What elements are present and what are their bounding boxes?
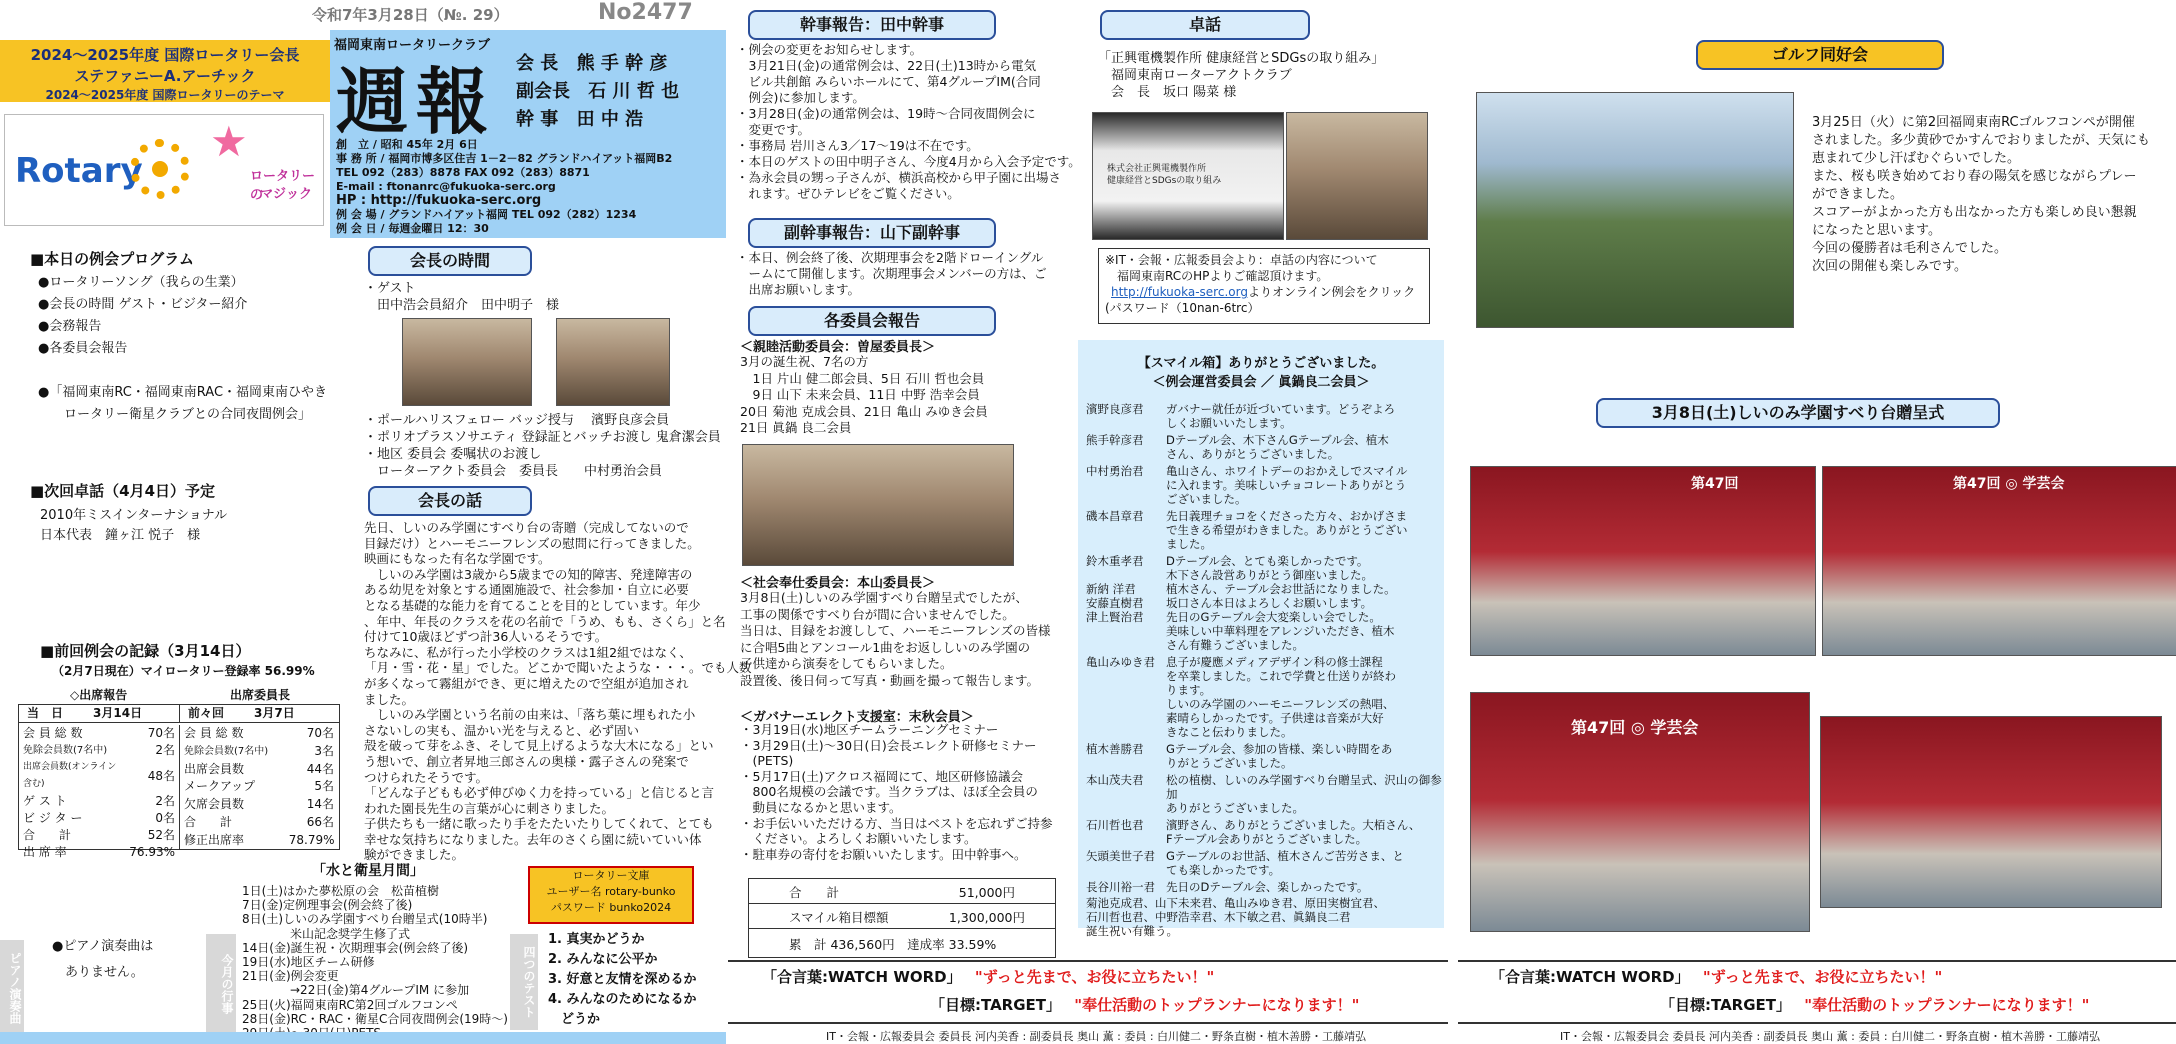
guest-photo-1 — [402, 318, 532, 406]
date-line: 令和7年3月28日（№. 29） — [312, 6, 509, 24]
middle-rule-bottom — [728, 1022, 1448, 1024]
officer-name: 熊 手 幹 彦 — [576, 53, 668, 74]
birthday-photo — [742, 444, 1014, 566]
info-line: 例 会 日 / 毎週金曜日 12：30 — [336, 222, 489, 235]
right-editors: IT・会報・広報委員会 委員長 河内美香 : 副委員長 奥山 薫 : 委員 : 白川健二・野条直樹・植木善勝・工藤靖弘 — [1560, 1030, 2101, 1043]
ceremony-photo-4 — [1820, 716, 2162, 908]
table-row: ゲ ス ト 2名 — [23, 794, 175, 808]
list-item: 安藤直樹君 坂口さん本日はよろしくお願いします。 — [1086, 596, 1373, 610]
title-char-2: 報 — [416, 59, 489, 144]
program-joint: ●「福岡東南RC・福岡東南RAC・福岡東南ひやき ロータリー衛星クラブとの合同夜間例会」 — [38, 385, 328, 422]
library-user: ユーザー名 rotary-bunko — [546, 885, 676, 898]
banner-text: 第47回 ◎ 学芸会 — [1953, 476, 2065, 492]
middle-motto — [762, 966, 1214, 987]
magic-text-1: ロータリーの — [250, 169, 316, 203]
speech-body: 「正興電機製作所 健康経営とSDGsの取り組み」 福岡東南ローターアクトクラブ 会 長 坂口 陽菜 様 — [1098, 51, 1385, 100]
next-talk-line-2: 日本代表 鐘ヶ江 悦子 様 — [40, 528, 201, 543]
table-head-prev: 前々回 3月7日 — [179, 705, 340, 723]
club-name: 福岡東南ロータリークラブ — [334, 38, 491, 53]
banner-text: 第47回 ◎ 学芸会 — [1571, 718, 1699, 737]
vice-secretary-heading: 副幹事報告：山下副幹事 — [748, 218, 996, 248]
table-row: 免除会員数(7名中) 3名 — [184, 744, 334, 759]
president-line-3: 2024～2025年度 国際ロータリーのテーマ — [45, 88, 285, 102]
table-row: 修正出席率 78.79% — [184, 832, 335, 847]
middle-target — [930, 994, 1359, 1015]
target-text: "奉仕活動のトップランナーになります！" — [1804, 996, 2090, 1014]
speech-slide-photo — [1092, 112, 1284, 240]
info-line: TEL 092（283）8878 FAX 092（283）8871 — [336, 166, 590, 179]
title-char-1: 週 — [336, 59, 409, 144]
table-head-today: 当 日 3月14日 — [19, 705, 179, 723]
table-row: 出席会員数 44名 — [184, 761, 334, 776]
test-item: 1. 真実かどうか — [548, 932, 645, 947]
makeup-rate: （2月7日現在）マイロータリー登録率 56.99% — [52, 664, 315, 678]
info-line: 創 立 / 昭和 45年 2月 6日 — [336, 138, 478, 151]
president-talk-body: 先日、しいのみ学園にすべり台の寄贈（完成してないので 目録だけ）とハーモニーフレンズの慰問に行ってきました。 映画にもなった有名な学園です。 しいのみ学園は3歳から5歳までの知的障害、発達障害の ある幼児を対象とする通園施設で、社会参加・自立に必要 となる基礎的な能力を育てることを目的としています。年少 、年中、年長のクラスを花の名前で「うめ、もも、さくら」と名 付けて10歳ほどずつ計36人いるそうです。 ちなみに、私が行った小学校のクラスは1組2組ではなく、 「月・雪・花・星」でした。どこかで聞いたような・・・。でも人数 が多くなって霧組ができ、更に増えたので空組が追加され ました。 しいのみ学園という名前の由来は、「落ち葉に埋もれた小 さないしの実も、温かい光を与えると、必ず固い 殻を破って芽をふき、そして見上げるような大木になる」とい う想いで、創立者昇地三郎さんの奥様・露子さんの発案で つけられたそうです。 「どんな子どもも必ず伸びゆく力を持っている」と信じると言 われた園長先生の言葉が心に刺さりました。 子供たちも一緒に歌ったり手をたたいたりしてくれて、とても 幸せな気持ちになりました。去年のさくら園に続いていい体 験ができました。 — [364, 520, 752, 863]
library-pass: パスワード bunko2024 — [550, 901, 672, 914]
note-line: (パスワード（10nan-6trc） — [1105, 301, 1260, 315]
club-info — [336, 138, 672, 236]
list-item: 濱野良彦君 ガバナー就任が近づいています。どうぞよろ しくお願いいたします。 — [1086, 402, 1396, 430]
ceremony-photo-2 — [1822, 466, 2176, 656]
smile-panel — [1078, 340, 1444, 938]
guest-photo-2 — [556, 318, 670, 406]
officer-name: 田 中 浩 — [576, 109, 644, 130]
table-row: 合 計 52名 — [23, 828, 175, 842]
speech-note-box — [1098, 248, 1430, 324]
president-talk-heading: 会長の話 — [368, 486, 532, 516]
left-bottom-bar — [0, 1032, 726, 1044]
officer-name: 石 川 哲 也 — [588, 81, 680, 102]
program-item: ●会長の時間 ゲスト・ビジター紹介 — [38, 297, 248, 312]
committees-heading: 各委員会報告 — [748, 306, 996, 336]
golf-body: 3月25日（火）に第2回福岡東南RCゴルフコンペが開催 されました。多少黄砂でかすんでおりましたが、天気にも 恵まれて少し汗ばむぐらいでした。 また、桜も咲き始めており春の陽気を感じながらプレー ができました。 スコアーがよかった方も出なかった方も楽しめ良い懇親 になったと思います。 今回の優勝者は毛利さんでした。 次回の開催も楽しみです。 — [1812, 115, 2151, 274]
officer-role: 幹 事 — [516, 109, 559, 130]
president-line-1: 2024～2025年度 国際ロータリー会長 — [30, 46, 300, 64]
smile-title: 【スマイル箱】ありがとうございました。 — [1137, 356, 1385, 371]
rotary-wheel-icon — [130, 139, 190, 199]
program-heading: ■本日の例会プログラム — [30, 250, 195, 268]
record-heading: ■前回例会の記録（3月14日） — [40, 642, 251, 660]
masthead-blue — [330, 30, 726, 238]
attendance-head: ◇出席報告 — [70, 688, 128, 702]
table-row: 出席会員数(オンライン含む) 48名 — [23, 762, 175, 789]
list-item: 中村勇治君 亀山さん、ホワイトデーのおかえしでスマイル に入れます。美味しいチョコレートありがとう ございました。 — [1086, 464, 1408, 506]
note-line: 福岡東南RCのHPよりご確認頂けます。 — [1105, 269, 1329, 283]
table-row: 出 席 率 76.93% — [23, 845, 175, 859]
friendship-body: 3月の誕生祝、7名の方 1日 片山 健二郎会員、5日 石川 哲也会員 9日 山下 未来会員、11日 中野 浩幸会員 20日 菊池 克成会員、21日 亀山 みゆき会員 21日 眞鍋 良二会員 — [740, 354, 988, 435]
side-label-events: 今月の行事 — [206, 934, 236, 1034]
president-time-awards: ・ポールハリスフェロー バッジ授与 濱野良彦会員 ・ポリオプラスソサエティ 登録証とバッチお渡し 鬼倉潔会員 ・地区 委員会 委嘱状のお渡し ローターアクト委員会 委員長 中村勇治会員 — [364, 413, 721, 479]
smile-list — [1086, 402, 1442, 938]
president-line-2: ステファニーA.アーチック — [74, 67, 256, 85]
ceremony-heading: 3月8日(土)しいのみ学園すべり台贈呈式 — [1596, 398, 2000, 428]
governor-body: ・3月19日(水)地区チームラーニングセミナー ・3月29日(土)～30日(日)会長エレクト研修セミナー (PETS) ・5月17日(土)アクロス福岡にて、地区研修協議会 800名規模の会議です。当クラブは、ほぼ全会員の 動員になるかと思います。 ・お手伝いいただける方、当日はベストを忘れずご持参 ください。よろしくお願いいたします。 ・駐車券の寄付をお願いいたします。田中幹事へ。 — [740, 722, 1053, 862]
governor-heading: ＜ガバナーエレクト支援室：末秋会員＞ — [740, 710, 974, 725]
side-label-piano: ピアノ演奏曲 — [0, 940, 24, 1036]
rotary-logo-box — [4, 114, 324, 226]
right-target — [1660, 994, 2089, 1015]
next-talk-heading: ■次回卓話（4月4日）予定 — [30, 482, 216, 500]
test-item: 4. みんなのためになるか どうか — [548, 992, 697, 1027]
middle-rule-top — [728, 960, 1448, 962]
smile-subtitle: ＜例会運営委員会 ／ 眞鍋良二会員＞ — [1152, 375, 1370, 390]
motto-label: 「合言葉:WATCH WORD」 — [762, 968, 962, 986]
online-link[interactable]: http://fukuoka-serc.org — [1111, 285, 1248, 299]
issue-number: No2477 — [598, 0, 693, 25]
piano-text: ●ピアノ演奏曲は ありません。 — [52, 939, 154, 980]
table-row: 欠席会員数 14名 — [184, 797, 334, 812]
smile-total-box — [748, 878, 1056, 958]
speaker-photo — [1286, 112, 1428, 240]
magic-text-2: マジック — [260, 187, 313, 202]
side-label-tests: 四つのテスト — [510, 934, 538, 1030]
cumulative: 累 計 436,560円 達成率 33.59% — [789, 937, 997, 952]
list-item: 植木善勝君 Gテーブル会、参加の皆様、楽しい時間をあ りがとうございました。 — [1086, 742, 1393, 770]
golf-heading: ゴルフ同好会 — [1696, 40, 1944, 70]
list-item: 新納 洋君 植木さん、テーブル会お世話になりました。 — [1086, 582, 1396, 596]
note-line: よりオンライン例会をクリック — [1247, 285, 1416, 299]
officers — [516, 50, 679, 134]
program-list — [38, 272, 247, 360]
info-line: 例 会 場 / グランドハイアット福岡 TEL 092（282）1234 — [336, 208, 637, 221]
service-heading: ＜社会奉仕委員会：本山委員長＞ — [740, 576, 936, 591]
right-rule-top — [1458, 960, 2176, 962]
table-row: 会 員 総 数 70名 — [184, 726, 334, 741]
slide-text: 株式会社正興電機製作所 健康経営とSDGsの取り組み — [1107, 164, 1222, 186]
note-line: ※IT・会報・広報委員会より：卓話の内容について — [1105, 253, 1378, 267]
service-body: 3月8日(土)しいのみ学園すべり台贈呈式でしたが、 工事の関係ですべり台が間に合いませんでした。 当日は、目録をお渡しして、ハーモニーフレンズの皆様 に合唱5曲とアンコール1曲をお返ししいのみ学園の 子供達から演奏をしてもらいました。 設置後、後日伺って写真・動画を撮って報告します。 — [740, 590, 1051, 688]
prev-table — [179, 725, 339, 849]
table-row: 合 計 66名 — [184, 814, 334, 829]
president-time-heading: 会長の時間 — [368, 246, 532, 276]
table-row: メークアップ 5名 — [184, 779, 334, 794]
water-moon-heading: 「水と衛星月間」 — [312, 863, 424, 879]
officer-role: 会 長 — [516, 53, 559, 74]
list-item: 熊手幹彦君 Dテーブル会、木下さんGテーブル会、植木 さん、ありがとうございました。 — [1086, 433, 1389, 461]
total-value: 51,000円 — [958, 885, 1015, 900]
target-label: 「目標:TARGET」 — [930, 996, 1062, 1014]
email-link[interactable]: E-mail : ftonanrc@fukuoka-serc.org — [336, 180, 556, 193]
target-value: 1,300,000円 — [948, 910, 1025, 925]
target-label: 「目標:TARGET」 — [1660, 996, 1792, 1014]
list-item: 磯本昌章君 先日義理チョコをくださった方々、おかげさま で生きる希望がわきました。ありがとうござい ました。 — [1086, 509, 1408, 551]
motto-text: "ずっと先まで、お役に立ちたい！" — [974, 968, 1215, 986]
smile-footer: 菊池克成君、山下未来君、亀山みゆき君、原田実樹宜君、 石川哲也君、中野浩幸君、木下敏之君、眞鍋良二君 誕生祝い有難う。 — [1086, 896, 1385, 938]
program-item: ●ロータリーソング（我らの生業） — [38, 275, 244, 290]
middle-editors: IT・会報・広報委員会 委員長 河内美香 : 副委員長 奥山 薫 : 委員 : 白川健二・野条直樹・植木善勝・工藤靖弘 — [826, 1030, 1367, 1043]
vice-secretary-body: ・本日、例会終了後、次期理事会を2階ドローイングル ームにて開催します。次期理事会メンバーの方は、ご 出席お願いします。 — [736, 250, 1047, 297]
friendship-heading: ＜親睦活動委員会：曽屋委員長＞ — [740, 340, 936, 355]
table-row: 免除会員数(7名中) 2名 — [23, 743, 175, 757]
attendance-table — [18, 704, 340, 859]
library-box — [528, 866, 694, 924]
ceremony-photo-1 — [1470, 466, 1816, 656]
homepage-link[interactable]: HP : http://fukuoka-serc.org — [336, 193, 542, 208]
table-row: 会 員 総 数 70名 — [23, 726, 175, 740]
program-item: ●会務報告 — [38, 319, 102, 334]
list-item: 亀山みゆき君 息子が慶應メディアデザイン科の修士課程 を卒業しました。これで学費と仕送りが終わ ります。 しいのみ学園のハーモニーフレンズの熱唱、 素晴らしかったです。子供達は音楽が大好 きなこと伝わりました。 — [1086, 655, 1396, 739]
right-motto — [1490, 966, 1942, 987]
program-item: ●各委員会報告 — [38, 341, 128, 356]
info-line: 事 務 所 / 福岡市博多区住吉 1－2－82 グランドハイアット福岡B2 — [336, 152, 673, 165]
next-talk-line-1: 2010年ミスインターナショナル — [40, 508, 228, 523]
magic-star-icon: ★ — [210, 117, 248, 166]
speech-heading: 卓話 — [1100, 10, 1310, 40]
today-table — [19, 725, 179, 861]
test-item: 3. 好意と友情を深めるか — [548, 972, 697, 987]
officer-role: 副会長 — [516, 81, 570, 102]
target-text: "奉仕活動のトップランナーになります！" — [1074, 996, 1360, 1014]
library-title: ロータリー文庫 — [572, 869, 650, 882]
motto-text: "ずっと先まで、お役に立ちたい！" — [1702, 968, 1943, 986]
right-rule-bottom — [1458, 1022, 2176, 1024]
list-item: 長谷川裕一君 先日のDテーブル会、楽しかったです。 — [1086, 880, 1369, 894]
list-item: 津上賢治君 先日のGテーブル会大変楽しい会でした。 美味しい中華料理をアレンジいただき、植木 さん有難うございました。 — [1086, 610, 1395, 652]
total-label: 合 計 — [789, 885, 840, 900]
president-box — [0, 40, 330, 102]
ceremony-photo-3 — [1470, 692, 1810, 932]
rotary-wordmark: Rotary — [15, 151, 143, 191]
target-label: スマイル箱目標額 — [789, 910, 889, 925]
secretary-body: ・例会の変更をお知らせします。 3月21日(金)の通常例会は、22日(土)13時から電気 ビル共創館 みらいホールにて、第4グループIM(合同 例会)に参加します。 ・3月28日(金)の通常例会は、19時～合同夜間例会に 変更です。 ・事務局 岩川さん3／17～19は不在です。 ・本日のゲストの田中明子さん、今度4月から入会予定です。 ・為永会員の甥っ子さんが、横浜高校から甲子園に出場さ れます。ぜひテレビをご覧ください。 — [736, 42, 1081, 201]
table-row: ビ ジ タ ー 0名 — [23, 811, 175, 825]
four-tests — [548, 930, 697, 1030]
committee-head: 出席委員長 — [230, 688, 291, 702]
secretary-heading: 幹事報告：田中幹事 — [748, 10, 996, 40]
list-item: 石川哲也君 濱野さん、ありがとうございました。大栢さん、 Fテーブル会ありがとうございました。 — [1086, 818, 1421, 846]
test-item: 2. みんなに公平か — [548, 952, 658, 967]
golf-photo — [1476, 92, 1794, 328]
list-item: 本山茂夫君 松の植樹、しいのみ学園すべり台贈呈式、沢山の御参加 ありがとうございました。 — [1086, 773, 1442, 815]
monthly-schedule: 1日(土)はかた夢松原の会 松苗植樹 7日(金)定例理事会(例会終了後) 8日(土)しいのみ学園すべり台贈呈式(10時半) 米山記念奨学生修了式 14日(金)誕生祝・次期理事会(例会終了後) 19日(水)地区チーム研修 21日(金)例会変更 →22日(金)第4グループIM に参加 25日(火)福岡東南RC第2回ゴルフコンペ 28日(金)RC・RAC・衛星C合同夜間例会(19時～) — [242, 884, 508, 1026]
banner-text: 第47回 — [1691, 476, 1739, 492]
list-item: 矢頭美世子君 Gテーブルのお世話、植木さんご苦労さま、と ても楽しかったです。 — [1086, 849, 1404, 877]
list-item: 鈴木重孝君 Dテーブル会、とても楽しかったです。 木下さん設営ありがとう御座いました。 — [1086, 554, 1373, 582]
motto-label: 「合言葉:WATCH WORD」 — [1490, 968, 1690, 986]
president-time-guest: ・ゲスト 田中浩会員紹介 田中明子 様 — [364, 281, 560, 313]
